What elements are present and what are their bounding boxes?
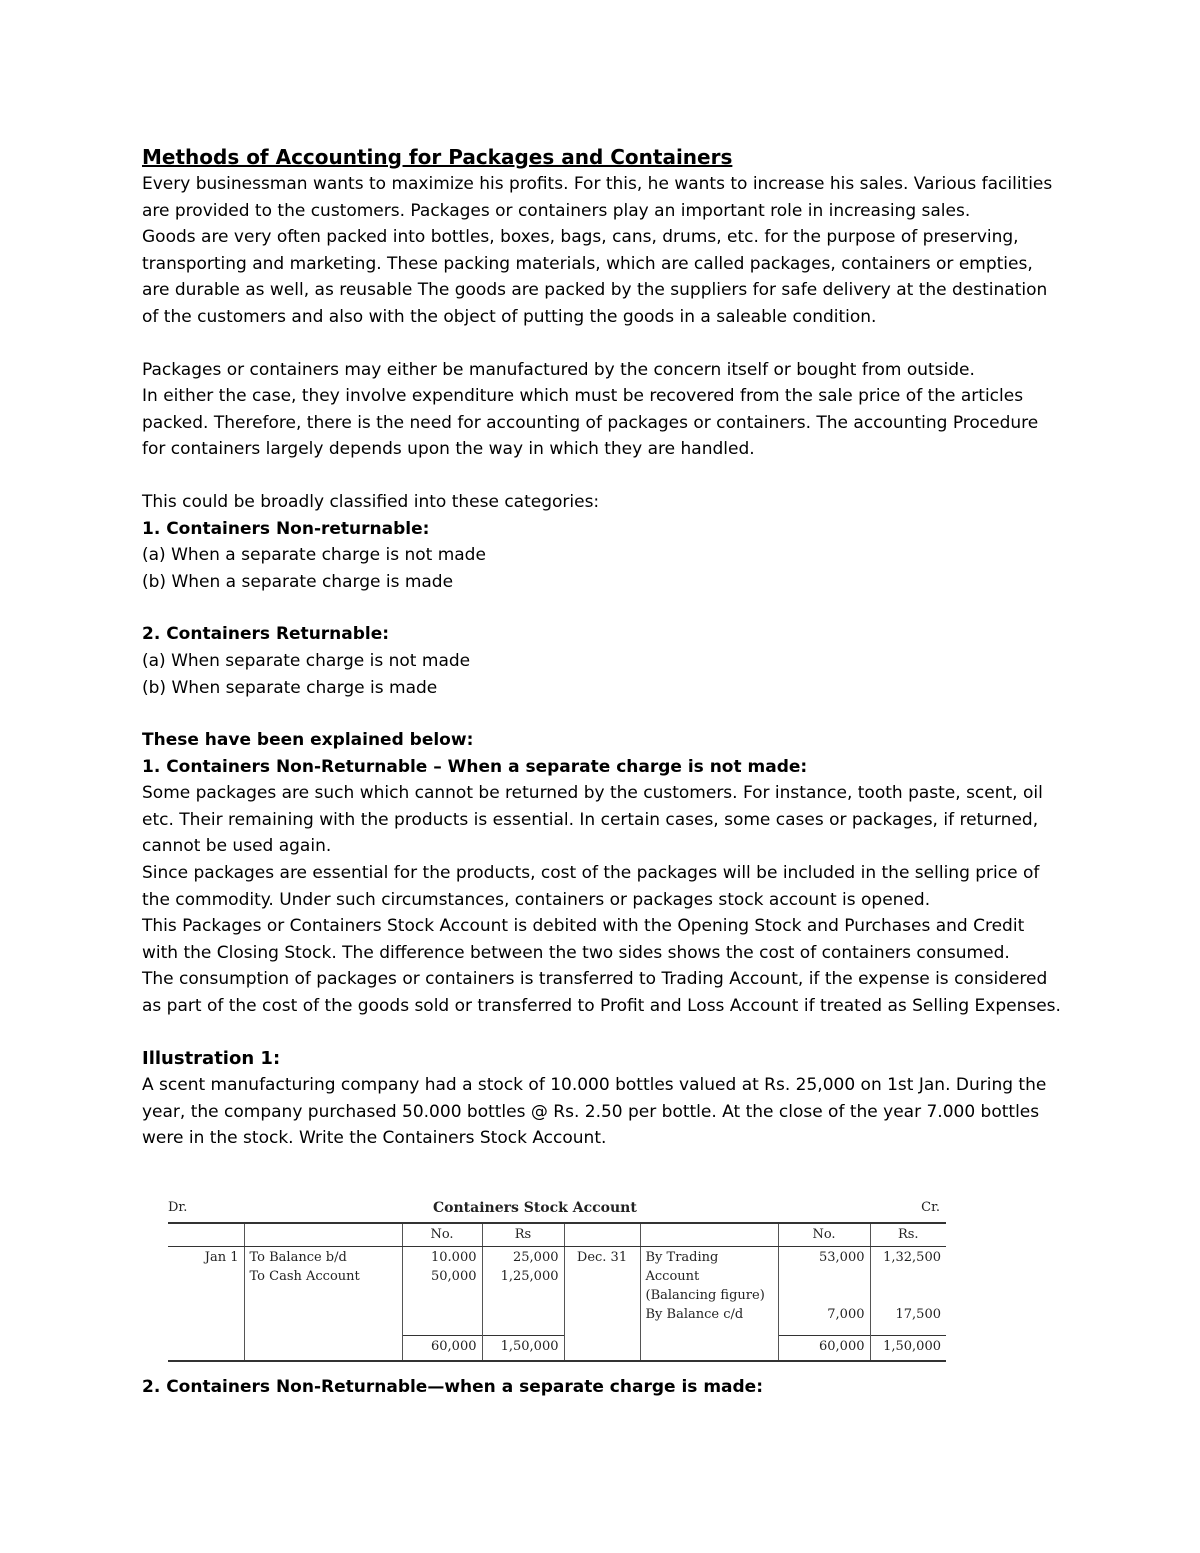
section-2-heading: 2. Containers Non-Returnable—when a separate charge is made:: [142, 1377, 764, 1397]
ledger-dr-label: Dr.: [168, 1200, 188, 1215]
ledger-table: [168, 1222, 946, 1362]
explained-heading: These have been explained below:: [142, 730, 474, 751]
category-2-heading: 2. Containers Returnable:: [142, 624, 390, 645]
spacer: [142, 331, 1062, 357]
section-2-block: [142, 1374, 1062, 1401]
ledger-dr-date: Jan 1: [168, 1247, 244, 1336]
paragraph-intro-3: Packages or containers may either be manufactured by the concern itself or bought from outside.: [142, 359, 975, 380]
ledger-cr-date: Dec. 31: [564, 1247, 640, 1336]
ledger-dr-no: 10.000 50,000: [402, 1247, 482, 1336]
containers-stock-account: [168, 1198, 946, 1366]
paragraph-intro-4: In either the case, they involve expenditure which must be recovered from the sale price of the articles packed. Therefore, there is the need for accounting of packages or containers. The accounting Procedure for containers largely depends upon the way in which they are handled.: [142, 386, 1039, 460]
ledger-column-header-row: [168, 1223, 946, 1247]
section-1-paragraph-2: Since packages are essential for the products, cost of the packages will be included in the selling price of the commodity. Under such circumstances, containers or packages stock account is opened.: [142, 863, 1040, 910]
ledger-caption: Containers Stock Account: [433, 1200, 637, 1216]
category-1-item-a: (a) When a separate charge is not made: [142, 545, 486, 566]
spacer: [142, 701, 1062, 727]
ledger-cr-label: Cr.: [921, 1200, 940, 1215]
spacer: [142, 463, 1062, 489]
ledger-cr-no: 53,000 7,000: [778, 1247, 870, 1336]
document-body: [142, 143, 1062, 1152]
section-1-paragraph-1: Some packages are such which cannot be returned by the customers. For instance, tooth paste, scent, oil etc. Their remaining with the products is essential. In certain cases, some cases or packages, if returned, cannot be used again.: [142, 783, 1043, 857]
document-title: Methods of Accounting for Packages and Containers: [142, 145, 733, 169]
ledger-header-no: No.: [402, 1223, 482, 1247]
paragraph-intro-1: Every businessman wants to maximize his profits. For this, he wants to increase his sales. Various facilities are provided to the customers. Packages or containers play an important role in increasing sales.: [142, 174, 1053, 221]
ledger-dr-particulars: To Balance b/d To Cash Account: [244, 1247, 402, 1336]
ledger-cr-total-rs: 1,50,000: [870, 1336, 946, 1362]
category-2-item-b: (b) When separate charge is made: [142, 677, 438, 698]
illustration-paragraph: A scent manufacturing company had a stock of 10.000 bottles valued at Rs. 25,000 on 1st Jan. During the year, the company purchased 50.000 bottles @ Rs. 2.50 per bottle. At the close of the year 7.000 bottles were in the stock. Write the Containers Stock Account.: [142, 1075, 1047, 1149]
ledger-dr-total-no: 60,000: [402, 1336, 482, 1362]
category-2-item-a: (a) When separate charge is not made: [142, 650, 471, 671]
section-1-paragraph-4: The consumption of packages or containers is transferred to Trading Account, if the expense is considered as part of the cost of the goods sold or transferred to Profit and Loss Account if treated as Selling Expenses.: [142, 969, 1061, 1017]
ledger-entries-row: [168, 1247, 946, 1336]
ledger-totals-row: [168, 1336, 946, 1362]
category-1-item-b: (b) When a separate charge is made: [142, 571, 454, 592]
ledger-dr-rs: 25,000 1,25,000: [482, 1247, 564, 1336]
paragraph-intro-2: Goods are very often packed into bottles, boxes, bags, cans, drums, etc. for the purpose of preserving, transporting and marketing. These packing materials, which are called packages, containers or empties, are durable as well, as reusable The goods are packed by the suppliers for safe delivery at the destination of the customers and also with the object of putting the goods in a saleable condition.: [142, 227, 1048, 327]
ledger-dr-total-rs: 1,50,000: [482, 1336, 564, 1362]
paragraph-classify: This could be broadly classified into these categories:: [142, 491, 600, 512]
section-1-paragraph-3: This Packages or Containers Stock Account is debited with the Opening Stock and Purchases and Credit with the Closing Stock. The difference between the two sides shows the cost of containers consumed.: [142, 916, 1025, 963]
ledger-header-rs: Rs: [482, 1223, 564, 1247]
illustration-heading: Illustration 1:: [142, 1047, 281, 1069]
section-1-heading: 1. Containers Non-Returnable – When a separate charge is not made:: [142, 756, 808, 777]
ledger-cr-particulars: By Trading Account (Balancing figure) By Balance c/d: [640, 1247, 778, 1336]
spacer: [142, 595, 1062, 621]
category-1-heading: 1. Containers Non-returnable:: [142, 518, 430, 539]
ledger-cr-total-no: 60,000: [778, 1336, 870, 1362]
ledger-cr-rs: 1,32,500 17,500: [870, 1247, 946, 1336]
ledger-header-rs-cr: Rs.: [870, 1223, 946, 1247]
ledger-header-no-cr: No.: [778, 1223, 870, 1247]
spacer: [142, 1020, 1062, 1046]
